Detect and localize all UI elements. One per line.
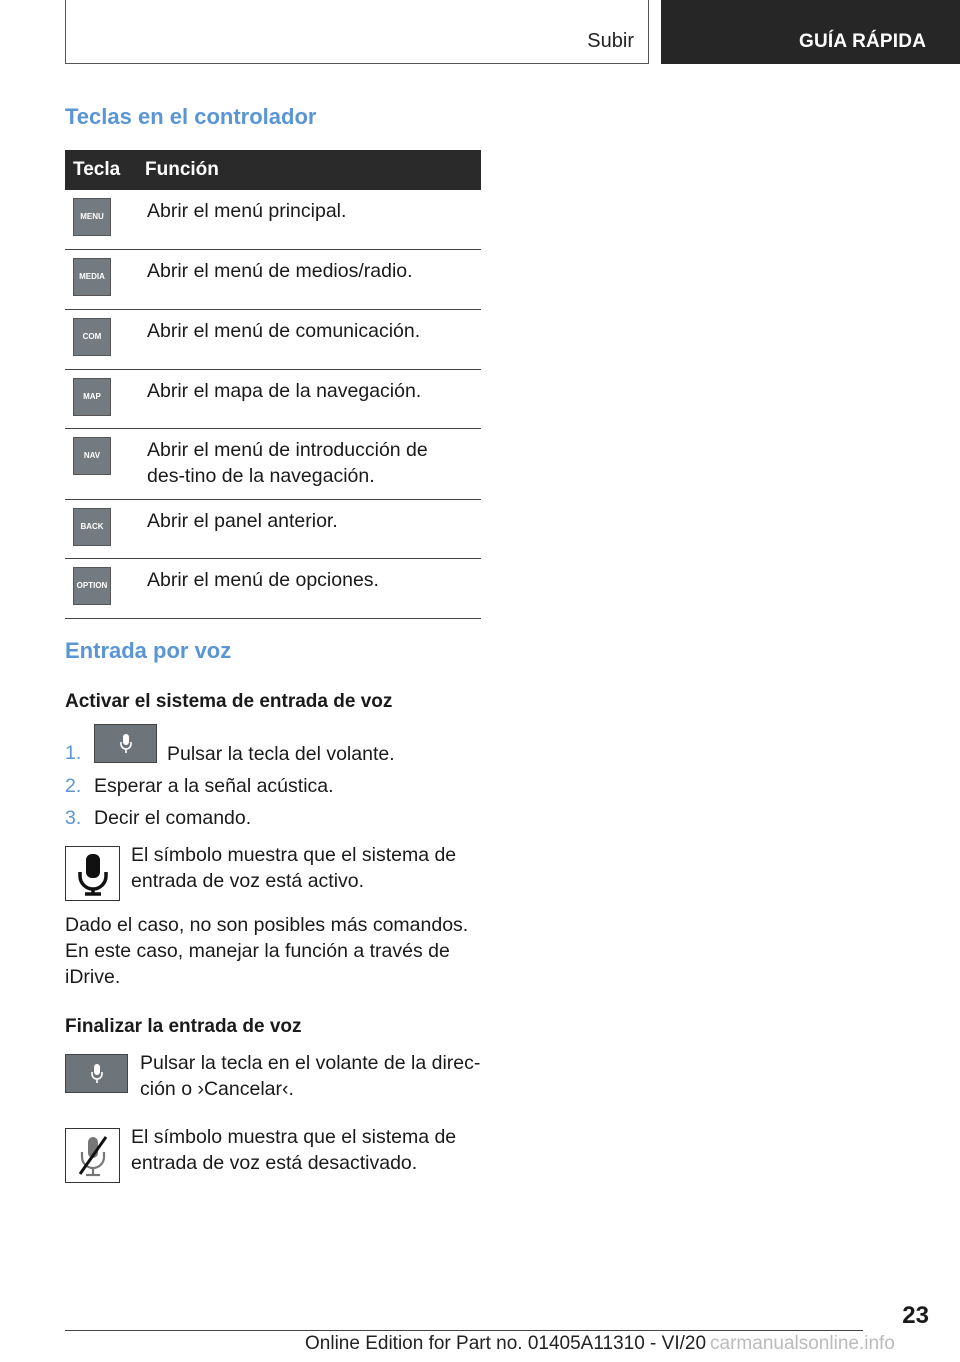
active-note-line: entrada de voz está activo. bbox=[131, 870, 365, 892]
step-number: 1. bbox=[65, 742, 82, 764]
step-text: Esperar a la señal acústica. bbox=[94, 775, 334, 797]
table-row bbox=[65, 190, 481, 249]
function-text: Abrir el menú principal. bbox=[139, 190, 481, 249]
back-key-icon: BACK bbox=[73, 508, 111, 546]
function-text: Abrir el menú de opciones. bbox=[139, 558, 481, 618]
table-row bbox=[65, 369, 481, 428]
mic-button-icon bbox=[65, 1054, 128, 1093]
section-label: GUÍA RÁPIDA bbox=[799, 31, 927, 52]
section-title-voice: Entrada por voz bbox=[65, 638, 232, 663]
subheading-finish: Finalizar la entrada de voz bbox=[65, 1016, 302, 1037]
watermark: carmanualsonline.info bbox=[710, 1333, 895, 1354]
step-number: 3. bbox=[65, 807, 82, 829]
table-row bbox=[65, 428, 481, 499]
function-text: Abrir el mapa de la navegación. bbox=[139, 369, 481, 428]
info-paragraph-line: Dado el caso, no son posibles más comandos. bbox=[65, 914, 469, 936]
subheading-activate: Activar el sistema de entrada de voz bbox=[65, 691, 393, 712]
table-row bbox=[65, 309, 481, 369]
function-text: Abrir el menú de medios/radio. bbox=[139, 249, 481, 309]
section-title-keys: Teclas en el controlador bbox=[65, 104, 317, 129]
footer-edition: Online Edition for Part no. 01405A11310 - VI/20 bbox=[305, 1333, 707, 1354]
nav-key-icon: NAV bbox=[73, 437, 111, 475]
finish-text-line: ción o ›Cancelar‹. bbox=[140, 1078, 294, 1100]
step-text: Decir el comando. bbox=[94, 807, 252, 829]
function-text: Abrir el panel anterior. bbox=[139, 499, 481, 558]
info-paragraph-line: iDrive. bbox=[65, 966, 121, 988]
subir-link[interactable]: Subir bbox=[587, 30, 634, 52]
media-key-icon: MEDIA bbox=[73, 258, 111, 296]
active-note-line: El símbolo muestra que el sistema de bbox=[131, 844, 457, 866]
footer-divider bbox=[65, 1330, 863, 1331]
keys-table bbox=[65, 150, 481, 619]
col-header-key: Tecla bbox=[65, 150, 139, 190]
table-row bbox=[65, 499, 481, 558]
step-number: 2. bbox=[65, 775, 82, 797]
map-key-icon: MAP bbox=[73, 378, 111, 416]
inactive-note-line: entrada de voz está desactivado. bbox=[131, 1152, 418, 1174]
mic-active-icon bbox=[65, 846, 120, 901]
option-key-icon: OPTION bbox=[73, 567, 111, 605]
header-left-box bbox=[65, 0, 649, 64]
page-number: 23 bbox=[902, 1302, 929, 1329]
inactive-note-line: El símbolo muestra que el sistema de bbox=[131, 1126, 457, 1148]
section-tab bbox=[661, 0, 960, 64]
com-key-icon: COM bbox=[73, 318, 111, 356]
function-text: Abrir el menú de comunicación. bbox=[139, 309, 481, 369]
function-text: Abrir el menú de introducción de des-tino de la navegación. bbox=[139, 428, 481, 499]
mic-button-icon bbox=[94, 724, 157, 763]
menu-key-icon: MENU bbox=[73, 198, 111, 236]
table-row bbox=[65, 249, 481, 309]
step-text: Pulsar la tecla del volante. bbox=[167, 743, 395, 765]
info-paragraph-line: En este caso, manejar la función a través de bbox=[65, 940, 450, 962]
mic-off-icon bbox=[65, 1128, 120, 1183]
finish-text-line: Pulsar la tecla en el volante de la direc- bbox=[140, 1052, 481, 1074]
table-row bbox=[65, 558, 481, 618]
footer-text bbox=[305, 1333, 895, 1355]
col-header-function: Función bbox=[139, 150, 481, 190]
